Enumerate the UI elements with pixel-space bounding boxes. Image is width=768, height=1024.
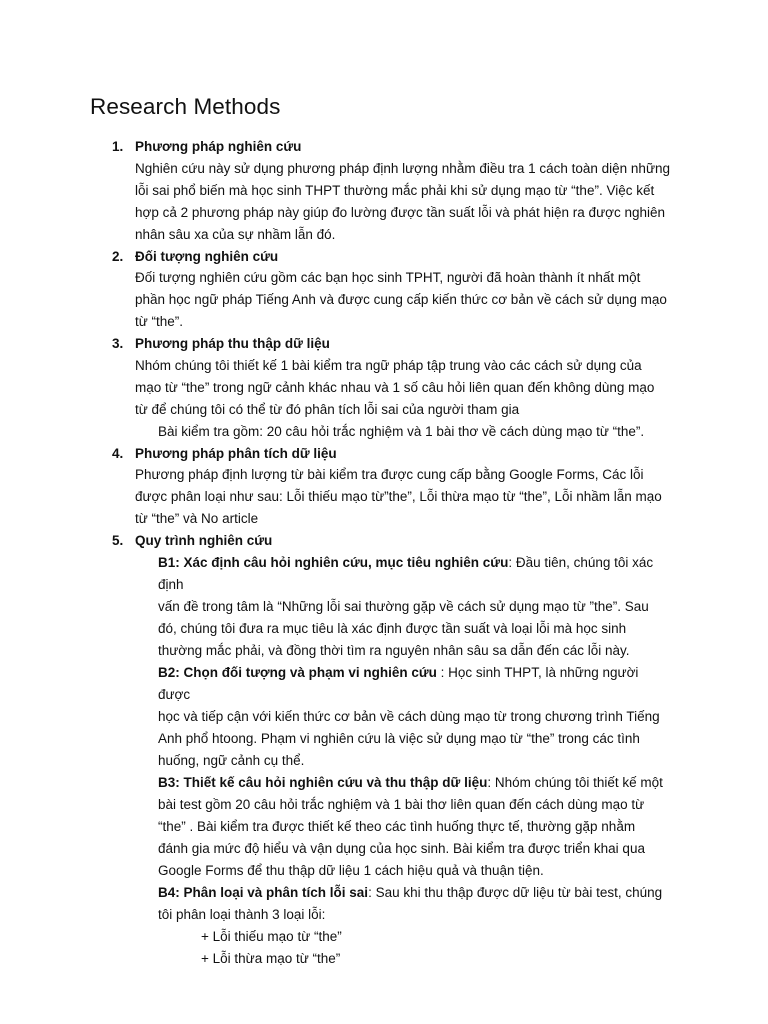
text-line: Nghiên cứu này sử dụng phương pháp định lượng nhằm điều tra 1 cách toàn diện những <box>135 160 670 176</box>
step-label: B4: Phân loại và phân tích lỗi sai <box>158 884 369 900</box>
text-line: vấn đề trong tâm là “Những lỗi sai thường gặp về cách sử dụng mạo từ ”the”. Sau <box>158 598 649 614</box>
text-line: phần học ngữ pháp Tiếng Anh và được cung cấp kiến thức cơ bản về cách sử dụng mạo <box>135 292 667 307</box>
text-line: bài test gồm 20 câu hỏi trắc nghiệm và 1 bài thơ liên quan đến cách dùng mạo từ <box>158 796 645 812</box>
text-line: lỗi sai phổ biến mà học sinh THPT thường mắc phải khi sử dụng mạo từ “the”. Việc kết <box>135 182 655 198</box>
section-number: 1. <box>112 139 124 154</box>
section-paragraph <box>135 464 680 530</box>
section-paragraph <box>135 355 680 421</box>
text-line: Nhóm chúng tôi thiết kế 1 bài kiểm tra ngữ pháp tập trung vào các cách sử dụng của <box>135 357 642 373</box>
text-line: nhân sâu xa của sự nhầm lẫn đó. <box>135 226 336 242</box>
text-line: Google Forms để thu thập dữ liệu 1 cách hiệu quả và thuận tiện. <box>158 862 544 878</box>
text-line: học và tiếp cận với kiến thức cơ bản về cách dùng mạo từ trong chương trình Tiếng <box>158 708 660 724</box>
text-line <box>158 662 673 706</box>
step-text: : Đầu tiên, chúng tôi xác định <box>158 554 654 592</box>
section-heading: Phương pháp thu thập dữ liệu <box>135 336 330 351</box>
page-title: Research Methods <box>90 94 281 119</box>
section-paragraph <box>135 158 680 246</box>
section-data-analysis <box>0 443 768 531</box>
text-line: “the” . Bài kiểm tra được thiết kế theo các tình huống thực tế, thường gặp nhằm <box>158 818 636 834</box>
section-heading: Đối tượng nghiên cứu <box>135 248 279 264</box>
section-heading: Phương pháp phân tích dữ liệu <box>135 445 337 461</box>
indented-line: Bài kiểm tra gồm: 20 câu hỏi trắc nghiệm và 1 bài thơ về cách dùng mạo từ “the”. <box>158 423 645 439</box>
section-research-subject <box>0 246 768 334</box>
text-line: thường mắc phải, và đồng thời tìm ra nguyên nhân sâu sa dẫn đến các lỗi này. <box>158 642 630 658</box>
process-step-b1 <box>158 552 673 662</box>
step-text: : Nhóm chúng tôi thiết kế một <box>487 774 663 790</box>
step-label: B1: Xác định câu hỏi nghiên cứu, mục tiêu nghiên cứu <box>158 554 509 570</box>
text-line: Đối tượng nghiên cứu gồm các bạn học sinh TPHT, người đã hoàn thành ít nhất một <box>135 270 641 285</box>
section-number: 2. <box>112 248 124 264</box>
process-step-b2 <box>158 662 673 772</box>
section-heading: Quy trình nghiên cứu <box>135 533 273 548</box>
text-line: hợp cả 2 phương pháp này giúp đo lường được tần suất lỗi và phát hiện ra được nghiên <box>135 204 666 220</box>
text-line: được phân loại như sau: Lỗi thiếu mạo từ”the”, Lỗi thừa mạo từ “the”, Lỗi nhầm lẫn mạo <box>135 489 662 504</box>
step-label: B2: Chọn đối tượng và phạm vi nghiên cứu <box>158 664 437 680</box>
text-line: đánh gia mức độ hiểu và vận dụng của học sinh. Bài kiểm tra được triển khai qua <box>158 840 645 856</box>
section-heading: Phương pháp nghiên cứu <box>135 139 302 154</box>
process-step-b4 <box>158 882 673 926</box>
error-type-item: + Lỗi thiếu mạo từ “the” <box>201 928 342 944</box>
step-label: B3: Thiết kế câu hỏi nghiên cứu và thu thập dữ liệu <box>158 774 488 790</box>
text-line: Phương pháp định lượng từ bài kiểm tra được cung cấp bằng Google Forms, Các lỗi <box>135 467 644 482</box>
text-line <box>158 882 673 904</box>
error-type-item: + Lỗi thừa mạo từ “the” <box>201 950 341 966</box>
text-line: tôi phân loại thành 3 loại lỗi: <box>158 906 326 922</box>
section-research-process <box>0 530 768 970</box>
numbered-list <box>0 136 768 970</box>
text-line: đó, chúng tôi đưa ra mục tiêu là xác định được tần suất và loại lỗi mà học sinh <box>158 620 627 636</box>
text-line: từ để chúng tôi có thể từ đó phân tích lỗi sai của người tham gia <box>135 401 520 417</box>
text-line: từ “the”. <box>135 314 184 329</box>
step-text: : Sau khi thu thập được dữ liệu từ bài test, chúng <box>368 884 663 900</box>
step-text: : Học sinh THPT, là những người được <box>158 664 639 702</box>
text-line: Anh phổ htoong. Phạm vi nghiên cứu là việc sử dụng mạo từ “the” trong các tình <box>158 730 640 746</box>
section-number: 3. <box>112 336 124 351</box>
process-step-b3 <box>158 772 673 882</box>
text-line: mạo từ “the” trong ngữ cảnh khác nhau và 1 số câu hỏi liên quan đến không dùng mạo <box>135 379 655 395</box>
section-research-method <box>0 136 768 246</box>
section-number: 4. <box>112 445 124 461</box>
text-line: từ “the” và No article <box>135 511 259 526</box>
section-data-collection <box>0 333 768 443</box>
section-number: 5. <box>112 533 124 548</box>
text-line <box>158 552 673 596</box>
text-line <box>158 772 673 794</box>
section-paragraph <box>135 267 680 333</box>
text-line: huống, ngữ cảnh cụ thể. <box>158 752 305 768</box>
